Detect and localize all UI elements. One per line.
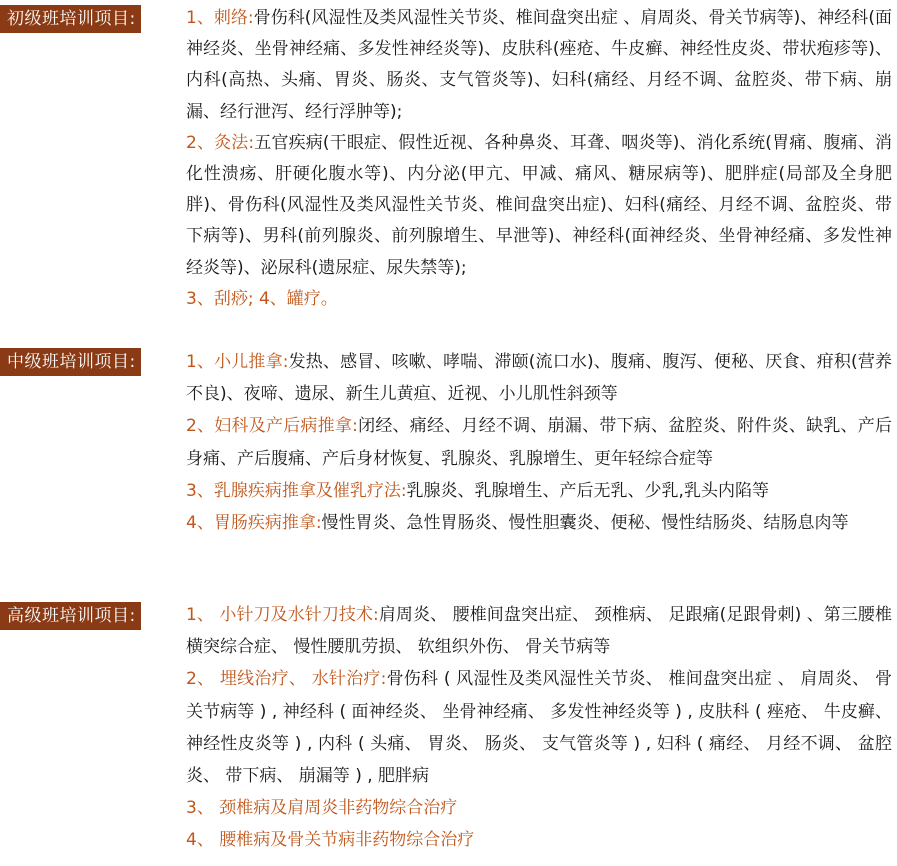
item-heading: 1、 小针刀及水针刀技术:	[186, 605, 379, 625]
list-item	[186, 507, 892, 539]
list-item	[186, 663, 892, 792]
list-item	[186, 792, 892, 824]
item-heading: 1、刺络:	[186, 8, 254, 28]
item-body: 慢性胃炎、急性胃肠炎、慢性胆囊炎、便秘、慢性结肠炎、结肠息肉等	[321, 513, 849, 534]
list-item	[186, 346, 892, 410]
item-heading: 1、小儿推拿:	[186, 352, 289, 372]
item-body: 乳腺炎、乳腺增生、产后无乳、少乳,乳头内陷等	[406, 480, 769, 501]
item-body: 发热、感冒、咳嗽、哮喘、滞颐(流口水)、腹痛、腹泻、便秘、厌食、疳积(营养不良)、夜啼、遗尿、新生儿黄疸、近视、小儿肌性斜颈等	[186, 352, 892, 405]
item-heading: 2、灸法:	[186, 132, 255, 153]
section-badge: 高级班培训项目:	[0, 602, 141, 630]
section-content	[186, 3, 892, 315]
list-item	[186, 599, 892, 663]
section-badge: 初级班培训项目:	[0, 5, 141, 33]
list-item	[186, 824, 892, 856]
item-heading: 4、胃肠疾病推拿:	[186, 513, 322, 534]
section-badge: 中级班培训项目:	[0, 348, 141, 376]
item-heading: 4、 腰椎病及骨关节病非药物综合治疗	[186, 830, 475, 851]
section-content	[186, 599, 892, 857]
item-body: 骨伤科(风湿性及类风湿性关节炎、椎间盘突出症 、肩周炎、骨关节病等)、神经科(面神经炎、坐骨神经痛、多发性神经炎等)、皮肤科(痤疮、牛皮癣、神经性皮炎、带状疱疹等)、内科(高热、头痛、胃炎、肠炎、支气管炎等)、妇科(痛经、月经不调、盆腔炎、带下病、崩漏、经行泄泻、经行浮肿等);	[186, 8, 892, 122]
item-heading: 2、妇科及产后病推拿:	[186, 416, 358, 437]
list-item	[186, 475, 892, 507]
item-body: 闭经、痛经、月经不调、崩漏、带下病、盆腔炎、附件炎、缺乳、产后身痛、产后腹痛、产后身材恢复、乳腺炎、乳腺增生、更年轻综合症等	[186, 416, 893, 469]
list-item	[186, 410, 892, 474]
item-body: 肩周炎、 腰椎间盘突出症、 颈椎病、 足跟痛(足跟骨刺) 、第三腰椎横突综合症、 慢性腰肌劳损、 软组织外伤、 骨关节病等	[186, 605, 892, 658]
item-heading: 3、乳腺疾病推拿及催乳疗法:	[186, 480, 407, 501]
list-item	[186, 284, 892, 315]
item-body: 五官疾病(干眼症、假性近视、各种鼻炎、耳聋、咽炎等)、消化系统(胃痛、腹痛、消化性溃疡、肝硬化腹水等)、内分泌(甲亢、甲减、痛风、糖尿病等)、肥胖症(局部及全身肥胖)、骨伤科(风湿性及类风湿性关节炎、椎间盘突出症)、妇科(痛经、月经不调、盆腔炎、带下病等)、男科(前列腺炎、前列腺增生、早泄等)、神经科(面神经炎、坐骨神经痛、多发性神经炎等)、泌尿科(遗尿症、尿失禁等);	[186, 132, 892, 278]
item-body: 骨伤科 ( 风湿性及类风湿性关节炎、 椎间盘突出症 、 肩周炎、 骨关节病等 ) , 神经科 ( 面神经炎、 坐骨神经痛、 多发性神经炎等 ) , 皮肤科 ( 痤疮、 牛皮癣、 神经性皮炎等 ) , 内科 ( 头痛、 胃炎、 肠炎、 支气管炎等 ) , 妇科 ( 痛经、 月经不调、 盆腔炎、 带下病、 崩漏等 ) , 肥胖病	[186, 669, 892, 787]
item-heading: 2、 埋线治疗、 水针治疗:	[186, 669, 387, 690]
list-item	[186, 128, 892, 284]
item-heading: 3、刮痧; 4、罐疗。	[186, 288, 338, 309]
section-content	[186, 346, 892, 539]
item-heading: 3、 颈椎病及肩周炎非药物综合治疗	[186, 798, 458, 819]
list-item	[186, 3, 892, 128]
